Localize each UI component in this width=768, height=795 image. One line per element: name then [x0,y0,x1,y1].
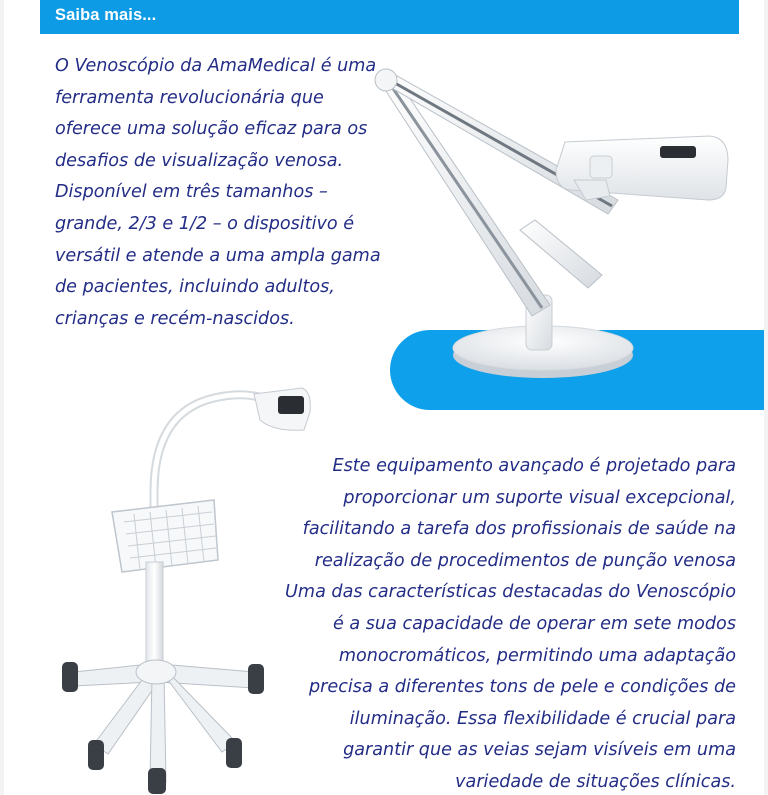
venoscope-lamp-image [360,60,760,400]
intro-paragraph: O Venoscópio da AmaMedical é uma ferramenta revolucionária que oferece uma solução eficaz para os desafios de visualização venosa. Disponível em três tamanhos – grande, 2/3 e 1/2 – o dispositivo é versátil e atende a uma ampla gama de pacientes, incluindo adultos, crianças e recém-nascidos. [55,56,381,329]
article-page [4,0,764,795]
section-header-bar [40,0,739,34]
details-paragraph: Este equipamento avançado é projetado para proporcionar um suporte visual excepcional, facilitando a tarefa dos profissionais de saúde na realização de procedimentos de punção venosa Uma das características destacadas do Venoscópio é a sua capacidade de operar em sete modos monocromáticos, permitindo uma adaptação precisa a diferentes tons de pele e condições de iluminação. Essa flexibilidade é crucial para garantir que as veias sejam visíveis em uma variedade de situações clínicas. [285,456,736,792]
section-title: Saiba mais... [55,6,157,24]
